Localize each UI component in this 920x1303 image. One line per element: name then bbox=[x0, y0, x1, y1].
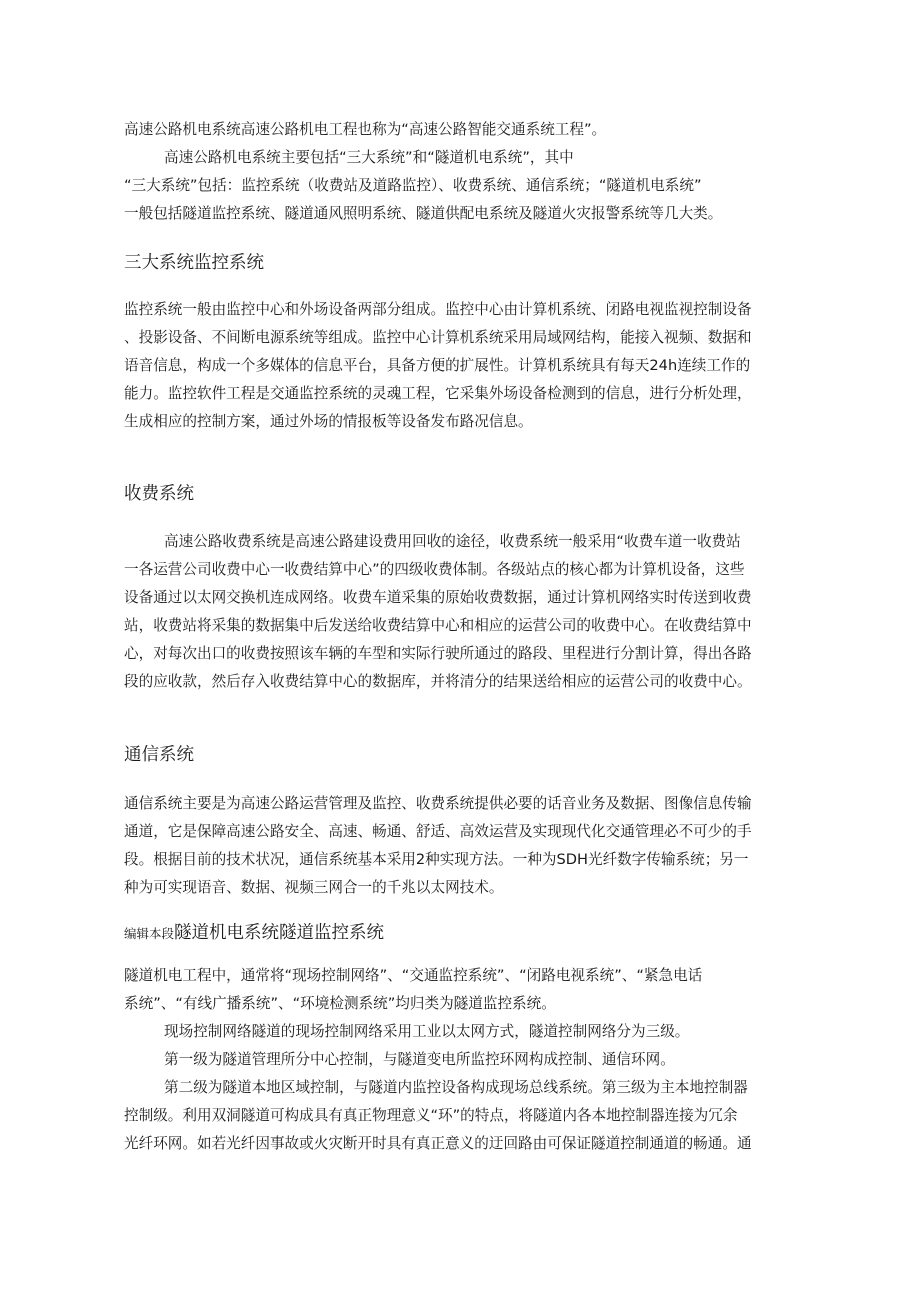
toll-line: 站，收费站将采集的数据集中后发送给收费结算中心和相应的运营公司的收费中心。在收费结算中 bbox=[124, 617, 752, 634]
heading-tunnel bbox=[124, 921, 384, 946]
communication-line: 通道，它是保障高速公路安全、高速、畅通、舒适、高效运营及实现现代化交通管理必不可少的手 bbox=[124, 823, 752, 840]
tunnel-line: 第二级为隧道本地区域控制，与隧道内监控设备构成现场总线系统。第三级为主本地控制器 bbox=[164, 1079, 748, 1096]
tunnel-line: 现场控制网络隧道的现场控制网络采用工业以太网方式，隧道控制网络分为三级。 bbox=[164, 1023, 690, 1040]
toll-line: 一各运营公司收费中心一收费结算中心”的四级收费体制。各级站点的核心都为计算机设备，这些 bbox=[124, 561, 745, 578]
toll-line: 设备通过以太网交换机连成网络。收费车道采集的原始收费数据，通过计算机网络实时传送到收费 bbox=[124, 589, 752, 606]
monitoring-line: 生成相应的控制方案，通过外场的情报板等设备发布路况信息。 bbox=[124, 413, 533, 430]
monitoring-paragraph bbox=[124, 296, 788, 436]
toll-line: 心，对每次出口的收费按照该车辆的车型和实际行驶所通过的路段、里程进行分割计算，得出各路 bbox=[124, 645, 752, 662]
toll-paragraph bbox=[124, 528, 788, 696]
tunnel-line: 光纤环网。如若光纤因事故或火灾断开时具有真正意义的迂回路由可保证隧道控制通道的畅通。通 bbox=[124, 1135, 752, 1152]
communication-line: 通信系统主要是为高速公路运营管理及监控、收费系统提供必要的话音业务及数据、图像信息传输 bbox=[124, 795, 752, 812]
heading-communication: 通信系统 bbox=[124, 745, 194, 765]
tunnel-paragraph bbox=[124, 962, 788, 1158]
tunnel-heading-text: 隧道机电系统隧道监控系统 bbox=[174, 923, 385, 943]
toll-line: 高速公路收费系统是高速公路建设费用回收的途径，收费系统一般采用“收费车道一收费站 bbox=[164, 533, 741, 550]
heading-toll: 收费系统 bbox=[124, 484, 194, 504]
communication-line: 段。根据目前的技术状况，通信系统基本采用2种实现方法。一种为SDH光纤数字传输系统；另一 bbox=[124, 851, 749, 868]
tunnel-line: 系统”、“有线广播系统”、“环境检测系统”均归类为隧道监控系统。 bbox=[124, 995, 556, 1012]
intro-paragraph bbox=[124, 116, 788, 228]
communication-line: 种为可实现语音、数据、视频三网合一的千兆以太网技术。 bbox=[124, 879, 504, 896]
communication-paragraph bbox=[124, 790, 788, 902]
intro-line-2: 高速公路机电系统主要包括“三大系统”和“隧道机电系统”，其中 bbox=[164, 149, 574, 166]
intro-line-4: 一般包括隧道监控系统、隧道通风照明系统、隧道供配电系统及隧道火灾报警系统等几大类。 bbox=[124, 205, 723, 222]
monitoring-line: 监控系统一般由监控中心和外场设备两部分组成。监控中心由计算机系统、闭路电视监视控制设备 bbox=[124, 301, 752, 318]
toll-line: 段的应收款，然后存入收费结算中心的数据库，并将清分的结果送给相应的运营公司的收费中心。 bbox=[124, 673, 752, 690]
monitoring-line: 语音信息，构成一个多媒体的信息平台，具备方便的扩展性。计算机系统具有每天24h连续工作的 bbox=[124, 357, 751, 374]
tunnel-line: 控制级。利用双洞隧道可构成具有真正物理意义“环”的特点，将隧道内各本地控制器连接为冗余 bbox=[124, 1107, 738, 1124]
tunnel-line: 隧道机电工程中，通常将“现场控制网络”、“交通监控系统”、“闭路电视系统”、“紧急电话 bbox=[124, 967, 703, 984]
monitoring-line: 、投影设备、不间断电源系统等组成。监控中心计算机系统采用局域网结构，能接入视频、数据和 bbox=[124, 329, 752, 346]
intro-line-1: 高速公路机电系统高速公路机电工程也称为“高速公路智能交通系统工程”。 bbox=[124, 121, 607, 138]
intro-line-3: “三大系统”包括：监控系统（收费站及道路监控）、收费系统、通信系统；“隧道机电系统” bbox=[124, 177, 702, 194]
heading-monitoring: 三大系统监控系统 bbox=[124, 253, 264, 273]
edit-section-link[interactable]: 编辑本段 bbox=[124, 926, 175, 941]
tunnel-line: 第一级为隧道管理所分中心控制，与隧道变电所监控环网构成控制、通信环网。 bbox=[164, 1051, 675, 1068]
monitoring-line: 能力。监控软件工程是交通监控系统的灵魂工程，它采集外场设备检测到的信息，进行分析处理， bbox=[124, 385, 752, 402]
